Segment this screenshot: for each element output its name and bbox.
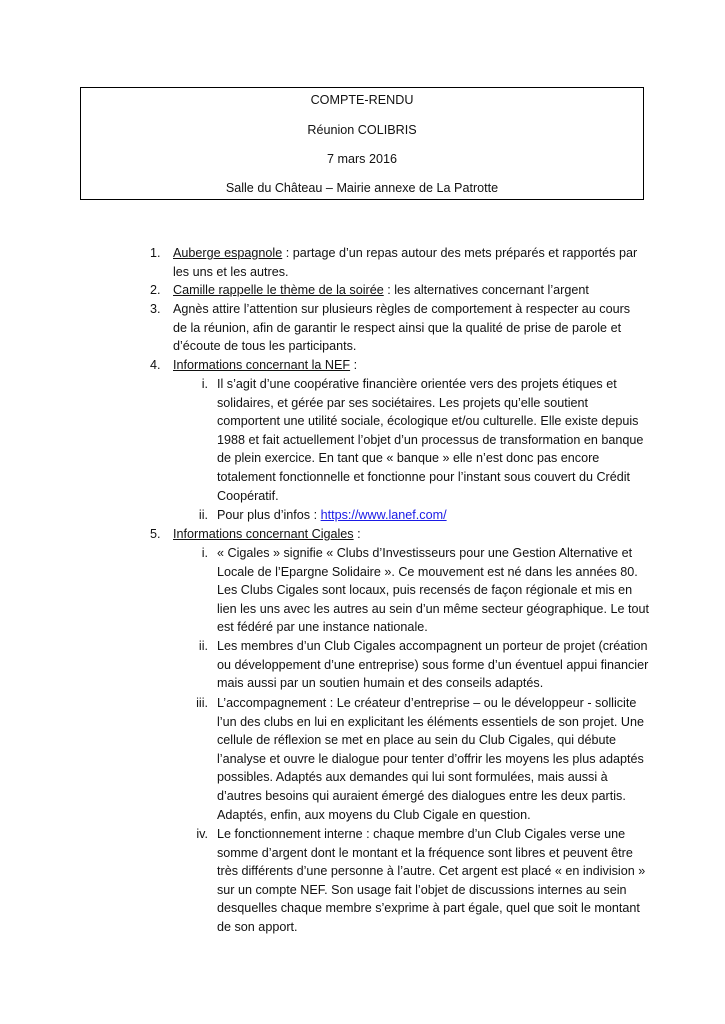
sub-item-number: i. bbox=[201, 377, 208, 391]
list-item-number: 1. bbox=[150, 246, 161, 260]
sub-item-number: ii. bbox=[198, 639, 208, 653]
list-item-text: : bbox=[350, 358, 358, 372]
header-location: Salle du Château – Mairie annexe de La Patrotte bbox=[225, 181, 499, 195]
list-item-number: 2. bbox=[150, 283, 161, 297]
list-item-title: Camille rappelle le thème de la soirée bbox=[173, 283, 384, 297]
sub-item-text: « Cigales » signifie « Clubs d’Investisseurs pour une Gestion Alternative et Locale de l’Epargne Solidaire ». Ce mouvement est né dans les années 80. Les Clubs Cigales sont locaux, puis recensés de façon régionale et mis en lien les uns avec les autres au sein d’un même secteur géographique. Le tout est fédéré par une instance nationale. bbox=[217, 546, 649, 635]
sub-item-text: Pour plus d’infos : bbox=[217, 508, 321, 522]
sub-item-number: iii. bbox=[196, 696, 208, 710]
list-item-text: : les alternatives concernant l’argent bbox=[383, 283, 589, 297]
header-meeting-name: Réunion COLIBRIS bbox=[307, 123, 417, 137]
list-item-title: Auberge espagnole bbox=[173, 246, 283, 260]
header-title: COMPTE-RENDU bbox=[310, 93, 414, 107]
sub-item-text: Le fonctionnement interne : chaque membre d’un Club Cigales verse une somme d’argent dont le montant et la fréquence sont libres et peuvent être très différents d’une personne à l’autre. Cet argent est placé « en indivision » sur un compte NEF. Son usage fait l’objet de discussions internes au sein desquelles chaque membre s’exprime à part égale, quel que soit le montant de son apport. bbox=[217, 827, 646, 934]
sub-item-number: iv. bbox=[196, 827, 208, 841]
list-item-body bbox=[173, 281, 643, 300]
sub-item-number: ii. bbox=[198, 508, 208, 522]
list-item-number: 3. bbox=[150, 302, 161, 316]
lanef-link[interactable]: https://www.lanef.com/ bbox=[320, 508, 447, 522]
list-item-text: : partage d’un repas autour des mets préparés et rapportés par les uns et les autres. bbox=[173, 246, 638, 279]
list-item-body bbox=[173, 525, 643, 544]
list-item-number: 4. bbox=[150, 358, 161, 372]
list-item-title: Informations concernant la NEF bbox=[173, 358, 351, 372]
sub-item-number: i. bbox=[201, 546, 208, 560]
sub-item-body bbox=[217, 506, 653, 525]
list-item-text: Agnès attire l’attention sur plusieurs règles de comportement à respecter au cours de la réunion, afin de garantir le respect ainsi que la qualité de prise de parole et d’écoute de tous les participants. bbox=[173, 302, 631, 354]
list-item-text: : bbox=[353, 527, 361, 541]
list-item-body bbox=[173, 356, 643, 375]
list-item-title: Informations concernant Cigales bbox=[173, 527, 354, 541]
sub-item-text: Il s’agit d’une coopérative financière orientée vers des projets étiques et solidaires, et gérée par ses sociétaires. Les projets qu’elle soutient comportent une utilité sociale, écologique et/ou culturelle. Elle existe depuis 1988 et fait actuellement l’objet d’un processus de transformation en banque de plein exercice. En tant que « banque » elle n’est donc pas encore totalement fonctionnelle et fonctionne pour l’instant sous couvert du Crédit Coopératif. bbox=[217, 377, 644, 503]
header-date: 7 mars 2016 bbox=[326, 152, 397, 166]
header-box bbox=[80, 87, 644, 200]
list-item-number: 5. bbox=[150, 527, 161, 541]
sub-item-text: L’accompagnement : Le créateur d’entreprise – ou le développeur - sollicite l’un des clubs en lui en explicitant les éléments essentiels de son projet. Une cellule de réflexion se met en place au sein du Club Cigales, qui débute l’analyse et ouvre le dialogue pour tenter d’offrir les moyens les plus adaptés possibles. Adaptés aux demandes qui lui sont formulées, mais aussi à d’autres besoins qui auraient émergé des dialogues entre les deux partis. Adaptés, enfin, aux moyens du Club Cigale en question. bbox=[217, 696, 645, 822]
sub-item-text: Les membres d’un Club Cigales accompagnent un porteur de projet (création ou développement d’une entreprise) sous forme d’un éventuel appui financier mais aussi par un soutien humain et des conseils adaptés. bbox=[217, 639, 649, 691]
list-item-body bbox=[173, 244, 643, 281]
